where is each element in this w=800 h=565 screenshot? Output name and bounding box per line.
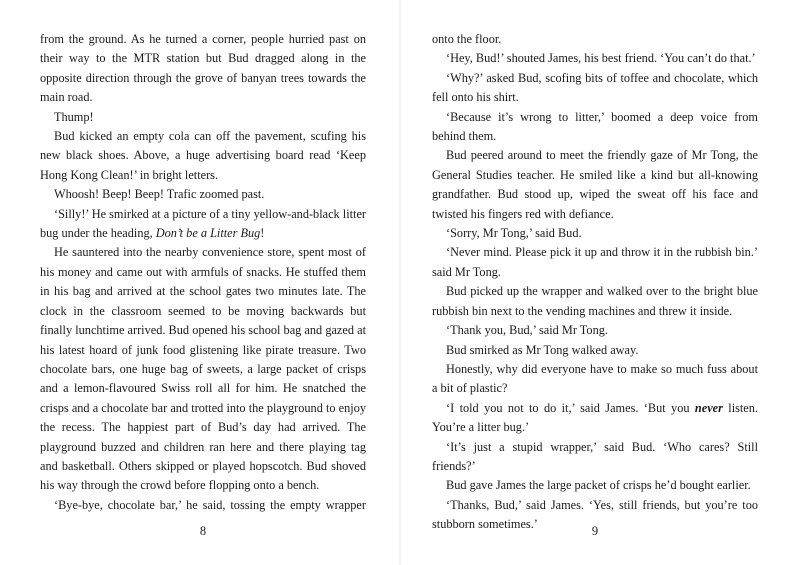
paragraph (432, 438, 758, 477)
text-run: He sauntered into the nearby convenience store, spent most of his money and came out with armfuls of snacks. He stuffed them in his bag and arrived at the school gates two minutes late. The clock in the classroom seemed to be moving backwards but finally lunchtime arrived. Bud opened his school bag and gazed at his latest hoard of junk food glistening like pirate treasure. Two chocolate bars, one huge bag of sweets, a large packet of crisps and a lemon-flavoured Swiss roll all for him. He snatched the crisps and a chocolate bar and trotted into the playground to enjoy the recess. The happiest part of Bud’s day had arrived. The playground buzzed and children ran here and there playing tag and basketball. Others skipped or played hopscotch. Bud shoved his way through the crowd before flopping onto a bench. (40, 245, 366, 493)
paragraph (40, 108, 366, 127)
paragraph (432, 476, 758, 495)
left-page-number: 8 (199, 524, 207, 538)
paragraph (432, 360, 758, 399)
text-run: ‘Thank you, Bud,’ said Mr Tong. (446, 323, 608, 338)
right-page-number: 9 (591, 524, 599, 538)
paragraph (40, 127, 366, 185)
text-run: onto the floor. (432, 32, 502, 46)
paragraph (40, 30, 366, 108)
text-run: ‘Bye-bye, chocolate bar,’ he said, tossing the empty wrapper (54, 497, 366, 512)
paragraph (432, 108, 758, 147)
paragraph (40, 496, 366, 515)
text-run: Bud smirked as Mr Tong walked away. (446, 342, 639, 357)
paragraph (40, 205, 366, 244)
text-run: Honestly, why did everyone have to make so much fuss about a bit of plastic? (432, 361, 758, 396)
paragraph (432, 224, 758, 243)
text-run: ‘Never mind. Please pick it up and throw it in the rubbish bin.’ said Mr Tong. (432, 245, 758, 279)
paragraph (432, 341, 758, 360)
text-run: ‘Why?’ asked Bud, scofing bits of toffee and chocolate, which fell onto his shirt. (432, 70, 758, 105)
text-run: Bud kicked an empty cola can off the pavement, scufing his new black shoes. Above, a huge advertising board read ‘Keep Hong Kong Clean!’ in bright letters. (40, 129, 366, 182)
text-run: ‘Hey, Bud!’ shouted James, his best friend. ‘You can’t do that.’ (446, 51, 756, 66)
text-run: ‘I told you not to do it,’ said James. ‘But you (446, 400, 695, 415)
paragraph (432, 69, 758, 108)
text-run: Whoosh! Beep! Beep! Trafic zoomed past. (54, 187, 265, 202)
paragraph (432, 30, 758, 49)
text-run: Bud peered around to meet the friendly gaze of Mr Tong, the General Studies teacher. He smiled like a kind but all-knowing grandfather. Bud stood up, wiped the sweat off his face and twisted his fingers red with defiance. (432, 148, 758, 221)
text-run: from the ground. As he turned a corner, people hurried past on their way to the MTR station but Bud dragged along in the opposite direction through the grove of banyan trees towards the main road. (40, 32, 366, 105)
paragraph (432, 146, 758, 224)
text-run: listen. You’re a litter bug.’ (432, 400, 758, 435)
text-run: ! (260, 226, 265, 241)
bold-emphasis (695, 401, 723, 415)
paragraph (40, 185, 366, 204)
paragraph (432, 49, 758, 68)
text-run: ‘It’s just a stupid wrapper,’ said Bud. ‘Who cares? Still friends?’ (432, 439, 758, 473)
emphasis-text: never (694, 400, 723, 415)
page-gutter (398, 0, 402, 565)
text-run: ‘Sorry, Mr Tong,’ said Bud. (446, 226, 582, 241)
text-run: ‘Thanks, Bud,’ said James. ‘Yes, still friends, but you’re too stubborn sometimes.’ (432, 497, 758, 532)
text-run: Bud gave James the large packet of crisps he’d bought earlier. (446, 478, 751, 493)
paragraph (432, 243, 758, 282)
paragraph (40, 243, 366, 495)
paragraph (432, 282, 758, 321)
paragraph (432, 321, 758, 340)
text-run: ‘Because it’s wrong to litter,’ boomed a deep voice from behind them. (432, 109, 758, 144)
paragraph (432, 399, 758, 438)
left-page-text (40, 30, 366, 520)
text-run: ‘Silly!’ He smirked at a picture of a tiny yellow-and-black litter bug under the heading, (40, 206, 366, 241)
text-run: Thump! (54, 109, 94, 124)
right-page-text (432, 30, 758, 532)
text-run: Bud picked up the wrapper and walked over to the bright blue rubbish bin next to the vending machines and threw it inside. (432, 284, 758, 318)
italic-text: Don’t be a Litter Bug (155, 226, 261, 241)
